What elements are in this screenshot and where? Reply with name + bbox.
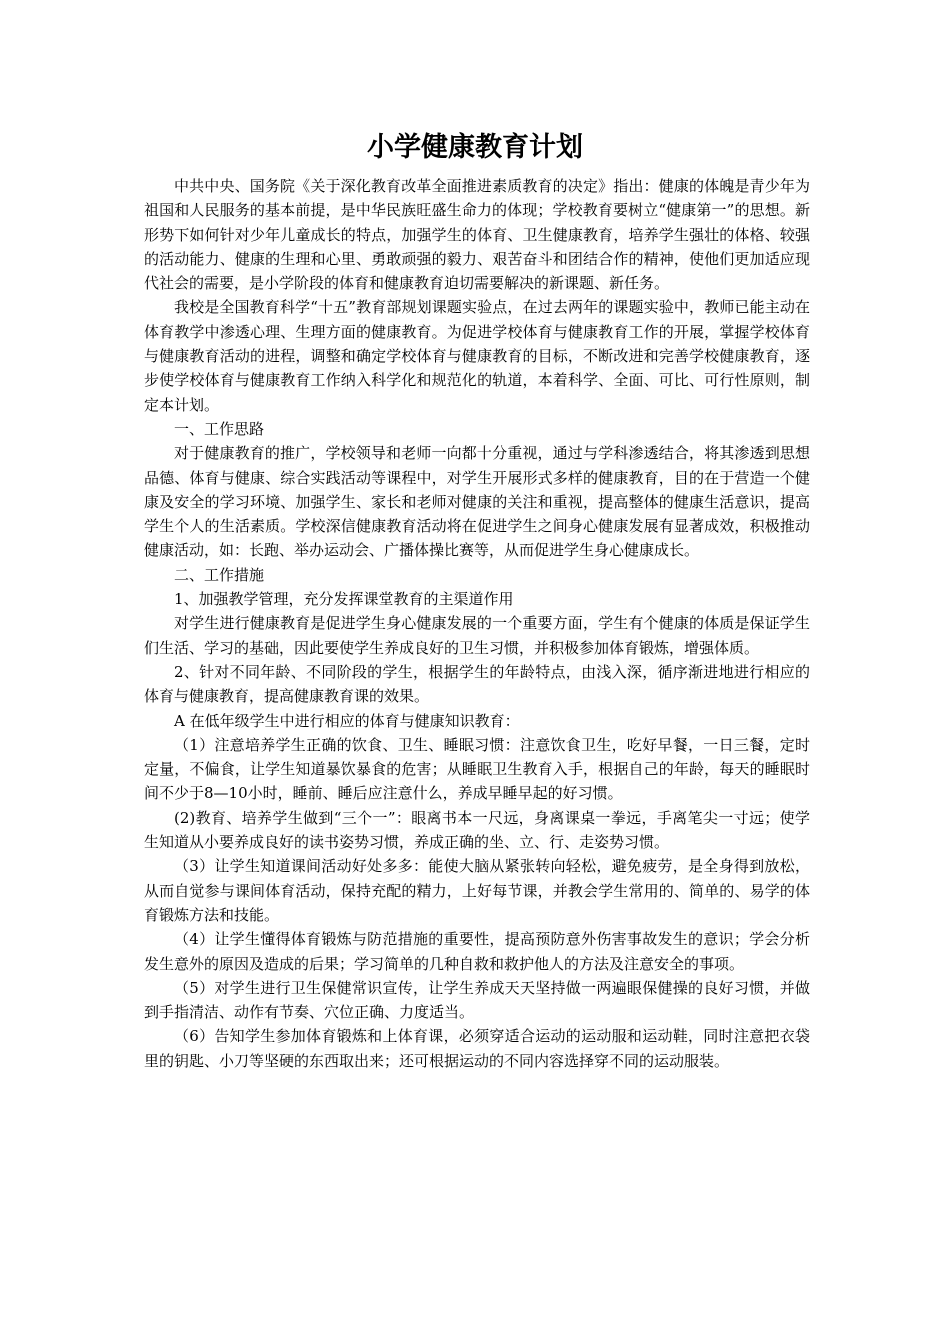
section-heading-work-ideas: 一、工作思路 (174, 419, 265, 438)
list-item-2: (2)教育、培养学生做到“三个一”：眼离书本一尺远，身离课桌一拳远，手离笔尖一寸远；使学生知道从小要养成良好的读书姿势习惯，养成正确的坐、立、行、走姿势习惯。 (144, 808, 810, 852)
list-item-4: （4）让学生懂得体育锻炼与防范措施的重要性，提高预防意外伤害事故发生的意识；学会分析发生意外的原因及造成的后果；学习简单的几种自救和救护他人的方法及注意安全的事项。 (144, 930, 810, 973)
paragraph-intro: 中共中央、国务院《关于深化教育改革全面推进素质教育的决定》指出：健康的体魄是青少年为祖国和人民服务的基本前提，是中华民族旺盛生命力的体现；学校教育要树立“健康第一”的思想。新形势下如何针对少年儿童成长的特点，加强学生的体育、卫生健康教育，培养学生强壮的体格、较强的活动能力、健康的生理和心里、勇敢顽强的毅力、艰苦奋斗和团结合作的精神，使他们更加适应现代社会的需要，是小学阶段的体育和健康教育迫切需要解决的新课题、新任务。 (144, 177, 810, 293)
subheading-measure-1: 1、加强教学管理，充分发挥课堂教育的主渠道作用 (174, 590, 514, 609)
list-item-6: （6）告知学生参加体育锻炼和上体育课，必须穿适合运动的运动服和运动鞋，同时注意把衣袋里的钥匙、小刀等坚硬的东西取出来；还可根据运动的不同内容选择穿不同的运动服装。 (144, 1027, 810, 1070)
paragraph-work-ideas: 对于健康教育的推广，学校领导和老师一向都十分重视，通过与学科渗透结合，将其渗透到思想品德、体育与健康、综合实践活动等课程中，对学生开展形式多样的健康教育，目的在于营造一个健康及安全的学习环境、加强学生、家长和老师对健康的关注和重视，提高整体的健康生活意识，提高学生个人的生活素质。学校深信健康教育活动将在促进学生之间身心健康发展有显著成效，积极推动健康活动，如：长跑、举办运动会、广播体操比赛等，从而促进学生身心健康成长。 (144, 444, 810, 560)
document-title: 小学健康教育计划 (367, 132, 583, 163)
document-body (144, 174, 810, 1073)
list-item-5: （5）对学生进行卫生保健常识宣传，让学生养成天天坚持做一两遍眼保健操的良好习惯，并做到手指清洁、动作有节奏、穴位正确、力度适当。 (144, 978, 810, 1022)
paragraph-school-background: 我校是全国教育科学“十五”教育部规划课题实验点，在过去两年的课题实验中，教师已能主动在体育教学中渗透心理、生理方面的健康教育。为促进学校体育与健康教育工作的开展，掌握学校体育与健康教育活动的进程，调整和确定学校体育与健康教育的目标，不断改进和完善学校健康教育，逐步使学校体育与健康教育工作纳入科学化和规范化的轨道，本着科学、全面、可比、可行性原则，制定本计划。 (144, 298, 810, 414)
paragraph-measure-2: 2、针对不同年龄、不同阶段的学生，根据学生的年龄特点，由浅入深，循序渐进地进行相应的体育与健康教育，提高健康教育课的效果。 (144, 662, 810, 706)
list-item-1: （1）注意培养学生正确的饮食、卫生、睡眠习惯：注意饮食卫生，吃好早餐，一日三餐，定时定量，不偏食，让学生知道暴饮暴食的危害；从睡眠卫生教育入手，根据自己的年龄，每天的睡眠时间不少于8—10小时，睡前、睡后应注意什么，养成早睡早起的好习惯。 (144, 735, 810, 803)
subheading-lower-grade: A 在低年级学生中进行相应的体育与健康知识教育： (174, 711, 520, 730)
section-heading-work-measures: 二、工作措施 (174, 565, 265, 584)
paragraph-measure-1: 对学生进行健康教育是促进学生身心健康发展的一个重要方面，学生有个健康的体质是保证学生们生活、学习的基础，因此要使学生养成良好的卫生习惯，并积极参加体育锻炼，增强体质。 (144, 614, 810, 657)
list-item-3: （3）让学生知道课间活动好处多多：能使大脑从紧张转向轻松，避免疲劳，是全身得到放松，从而自觉参与课间体育活动，保持充配的精力，上好每节课，并教会学生常用的、简单的、易学的体育锻炼方法和技能。 (144, 857, 810, 924)
